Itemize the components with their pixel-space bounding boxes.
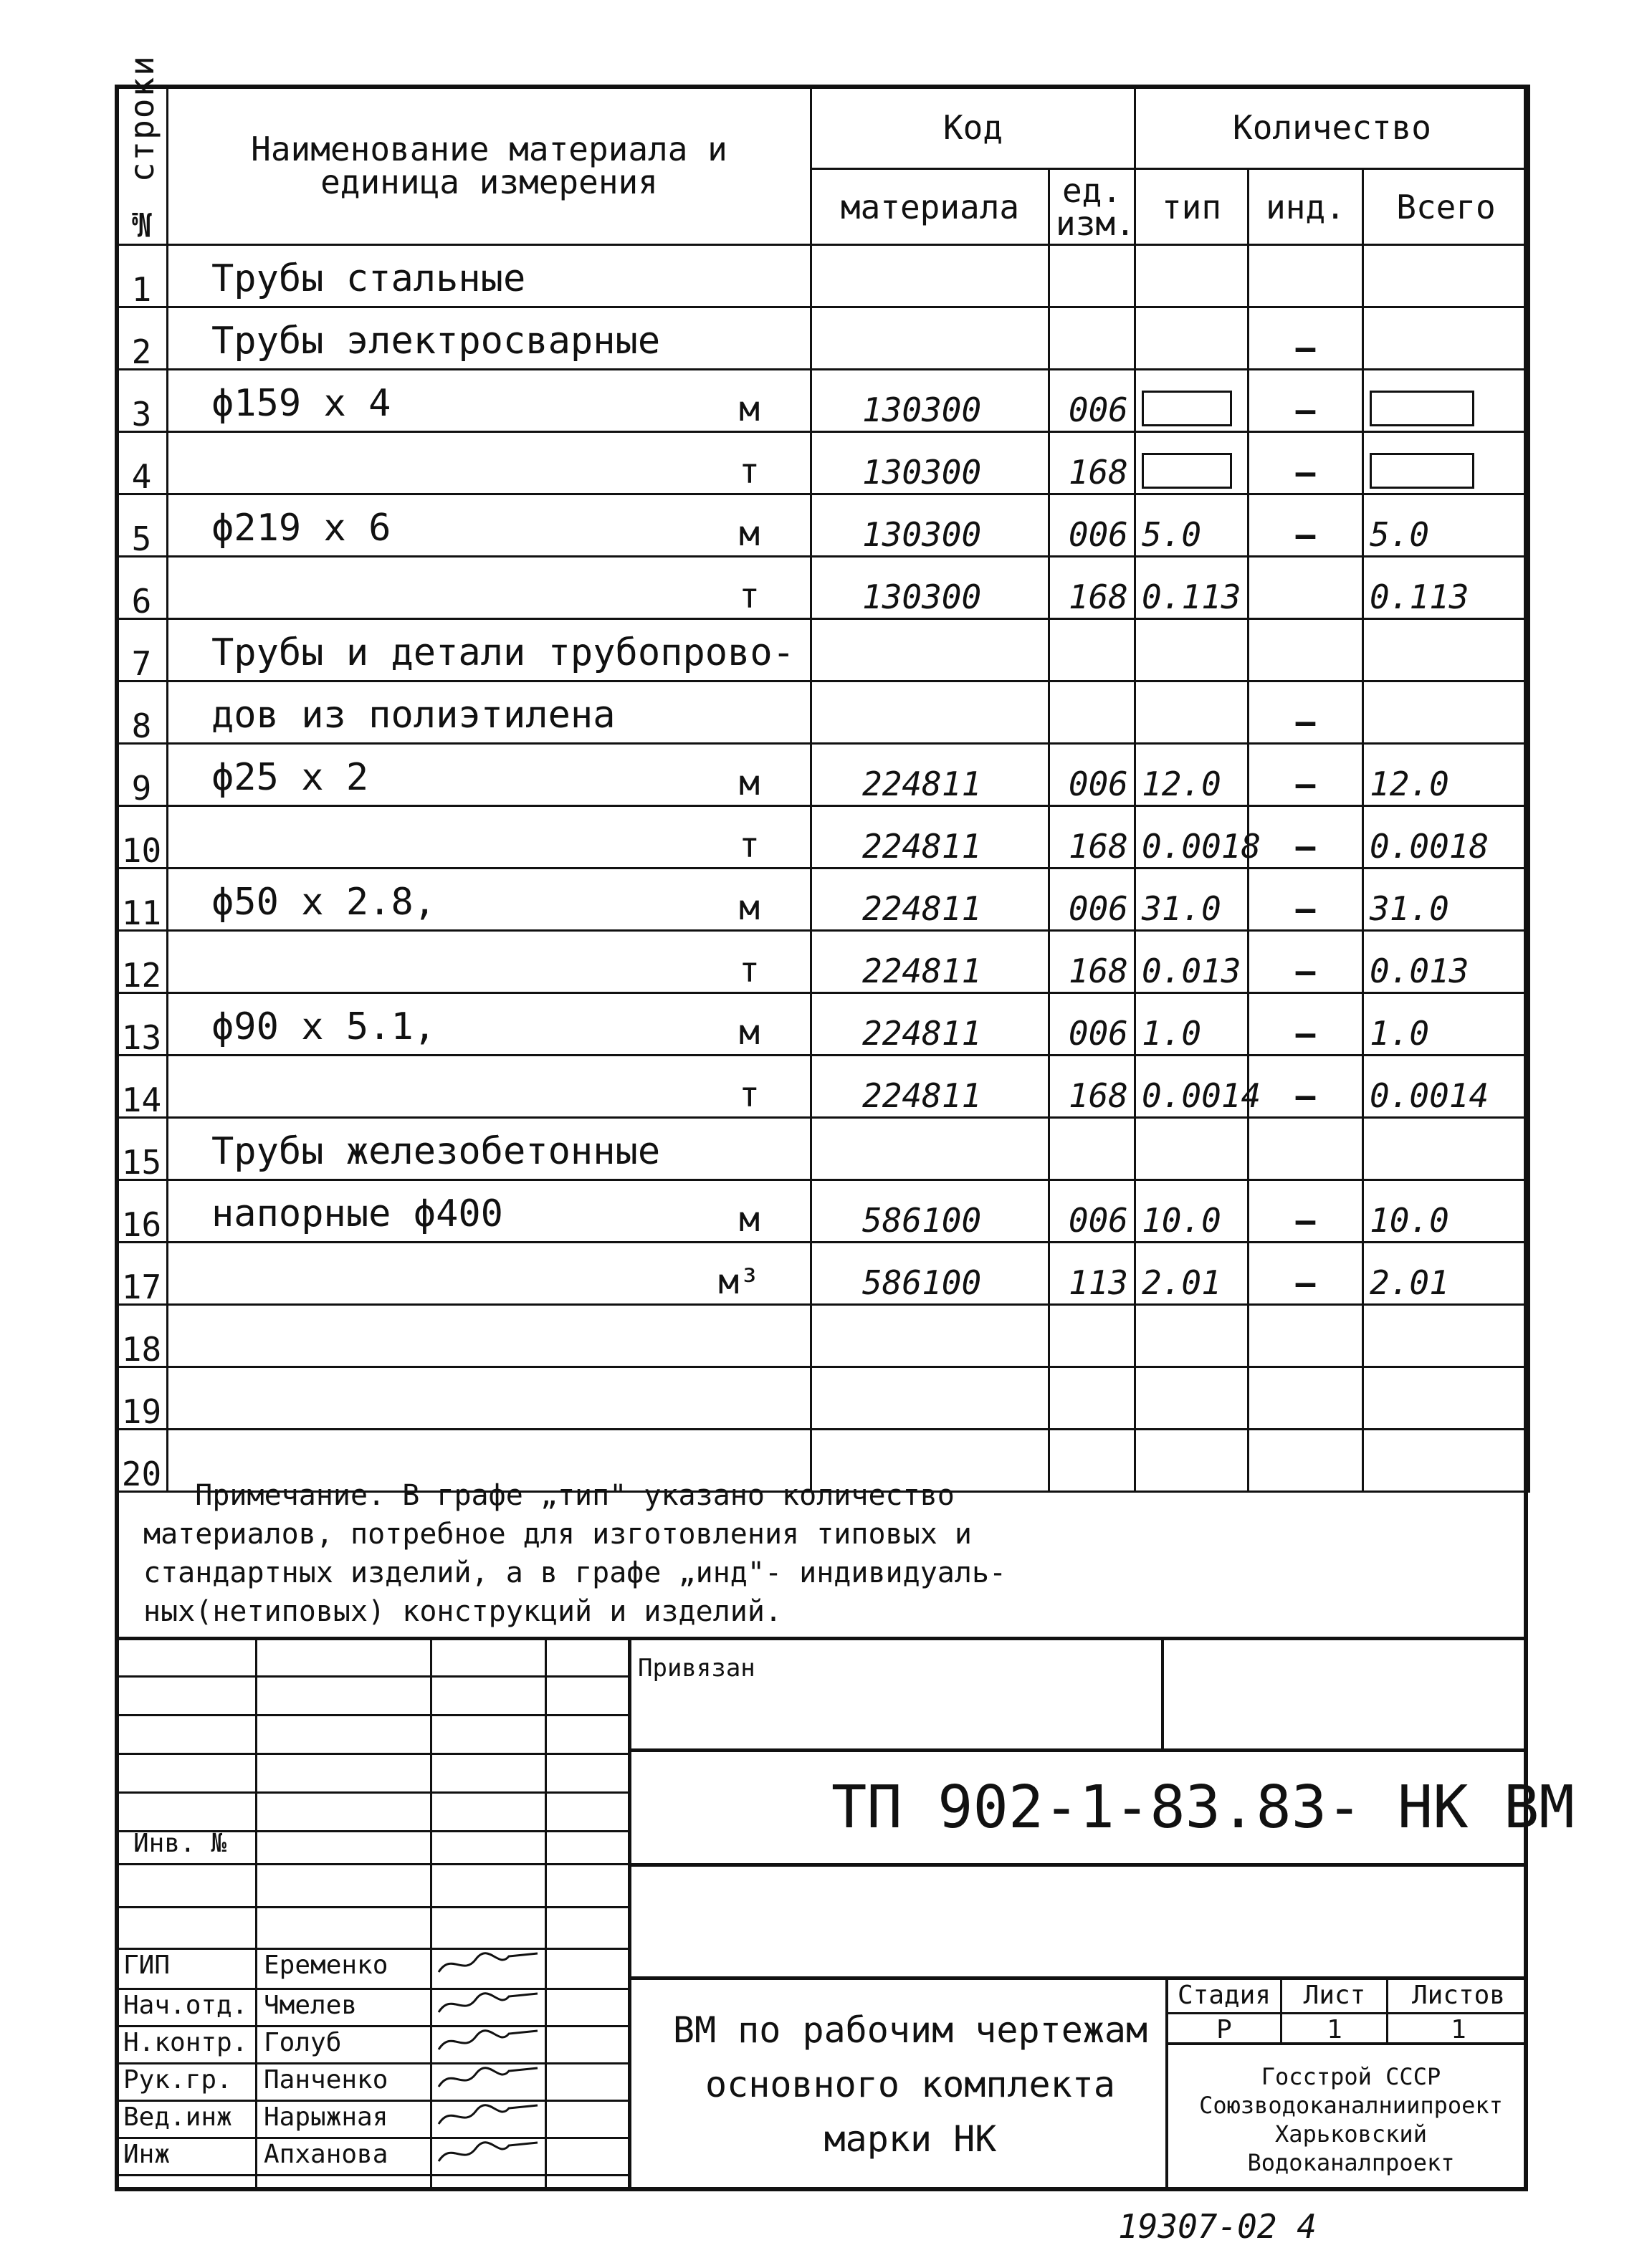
stamp-divider: [1386, 1976, 1388, 2042]
unit-code: 006: [1049, 993, 1135, 1056]
ind-quantity: [1249, 557, 1363, 619]
type-quantity: [1135, 307, 1249, 370]
description-line: ВМ по рабочим чертежам: [672, 2009, 1148, 2051]
stamp-row-line: [115, 2137, 631, 2139]
stamp-person-name: Голуб: [264, 2028, 342, 2057]
stamp-row-line: [115, 1753, 631, 1755]
total-quantity: 31.0: [1363, 869, 1529, 931]
unit-of-measure: т: [739, 576, 760, 616]
total-quantity: 12.0: [1363, 744, 1529, 806]
material-name-cell: [168, 370, 811, 432]
total-quantity: [1363, 432, 1529, 494]
material-name: Трубы и детали трубопрово-: [211, 631, 795, 674]
type-quantity: 31.0: [1135, 869, 1249, 931]
unit-code: 006: [1049, 494, 1135, 557]
stamp-col-line: [255, 1637, 257, 2191]
stamp-row-line: [115, 1714, 631, 1716]
table-row: [116, 1243, 1529, 1305]
table-row: [116, 1118, 1529, 1180]
stamp-line: [628, 1976, 1528, 1980]
material-name: ϕ159 х 4: [211, 382, 391, 425]
row-number: 4: [116, 432, 168, 494]
row-number: 3: [116, 370, 168, 432]
row-number: 18: [116, 1305, 168, 1367]
stamp-role: Н.контр.: [123, 2028, 248, 2057]
total-quantity: [1363, 307, 1529, 370]
row-number: 2: [116, 307, 168, 370]
material-name-cell: [168, 1118, 811, 1180]
stamp-role: Рук.гр.: [123, 2065, 232, 2095]
total-quantity: 0.0018: [1363, 806, 1529, 869]
material-name-cell: [168, 494, 811, 557]
total-quantity: [1363, 1305, 1529, 1367]
ind-quantity: –: [1249, 993, 1363, 1056]
material-name-cell: [168, 1367, 811, 1430]
total-qty-header: Всего: [1363, 169, 1529, 245]
table-row: [116, 1056, 1529, 1118]
type-quantity: [1135, 619, 1249, 681]
row-number: 15: [116, 1118, 168, 1180]
unit-code: 006: [1049, 869, 1135, 931]
quantity-header: Количество: [1135, 86, 1529, 169]
signature-icon: [434, 1988, 542, 2021]
table-row: [116, 432, 1529, 494]
blank-box-mark: [1142, 391, 1232, 426]
stamp-row-line: [115, 2174, 631, 2176]
unit-of-measure: т: [739, 451, 760, 492]
type-quantity: [1135, 1367, 1249, 1430]
note-line: Примечание. В графе „тип" указано количество: [143, 1479, 955, 1512]
stamp-row-line: [115, 1988, 631, 1990]
row-number: 20: [116, 1430, 168, 1492]
ind-quantity: [1249, 1305, 1363, 1367]
unit-of-measure: м: [739, 763, 760, 803]
unit-of-measure: м: [739, 514, 760, 554]
unit-code: [1049, 619, 1135, 681]
type-quantity: [1135, 1118, 1249, 1180]
ind-quantity: –: [1249, 494, 1363, 557]
material-name-cell: [168, 557, 811, 619]
total-quantity: [1363, 619, 1529, 681]
table-row: [116, 245, 1529, 307]
stamp-person-name: Чмелев: [264, 1991, 358, 2020]
material-name-cell: [168, 869, 811, 931]
total-quantity: [1363, 681, 1529, 744]
table-row: [116, 307, 1529, 370]
archive-number: 19307-02 4: [1118, 2207, 1317, 2246]
total-quantity: [1363, 1118, 1529, 1180]
table-row: [116, 681, 1529, 744]
sheets-label: Листов: [1411, 1981, 1506, 2010]
material-name: ϕ90 х 5.1,: [211, 1005, 436, 1048]
row-number: 7: [116, 619, 168, 681]
table-row: [116, 557, 1529, 619]
unit-code: 168: [1049, 557, 1135, 619]
type-quantity: 0.0018: [1135, 806, 1249, 869]
material-name: напорные ϕ400: [211, 1192, 503, 1235]
sheet-label: Лист: [1303, 1981, 1366, 2010]
stamp-cell-divider: [1161, 1637, 1164, 1748]
total-quantity: 10.0: [1363, 1180, 1529, 1243]
stamp-row-line: [115, 2100, 631, 2102]
table-row: [116, 1180, 1529, 1243]
material-code: [811, 307, 1049, 370]
row-number: 17: [116, 1243, 168, 1305]
material-name-cell: [168, 681, 811, 744]
organization-block: [1175, 2062, 1527, 2177]
description-line: основного комплекта: [705, 2064, 1115, 2105]
material-code: 130300: [811, 370, 1049, 432]
unit-code: 006: [1049, 744, 1135, 806]
material-code: 130300: [811, 432, 1049, 494]
stamp-role: ГИП: [123, 1951, 171, 1980]
unit-code: 006: [1049, 1180, 1135, 1243]
table-row: [116, 869, 1529, 931]
unit-of-measure: м: [739, 888, 760, 928]
material-code: 130300: [811, 494, 1049, 557]
material-code: [811, 1118, 1049, 1180]
description-line: марки НК: [824, 2118, 997, 2160]
material-name: ϕ219 х 6: [211, 507, 391, 550]
note-line: ных(нетиповых) конструкций и изделий.: [143, 1595, 783, 1628]
ind-quantity: –: [1249, 869, 1363, 931]
stamp-col-line: [430, 1637, 432, 2191]
signature-icon: [434, 1948, 542, 1981]
signature-icon: [434, 2100, 542, 2133]
stamp-row-line: [115, 1863, 631, 1865]
table-row: [116, 993, 1529, 1056]
stamp-role: Вед.инж: [123, 2102, 232, 2132]
row-number: 9: [116, 744, 168, 806]
unit-of-measure: м: [739, 1200, 760, 1240]
blank-box-mark: [1142, 453, 1232, 489]
row-number: 6: [116, 557, 168, 619]
total-quantity: [1363, 245, 1529, 307]
type-quantity: [1135, 245, 1249, 307]
material-code: 224811: [811, 744, 1049, 806]
material-name-cell: [168, 806, 811, 869]
material-name: Трубы железобетонные: [211, 1130, 661, 1173]
type-quantity: 0.0014: [1135, 1056, 1249, 1118]
row-number: 13: [116, 993, 168, 1056]
signature-icon: [434, 2025, 542, 2058]
ind-quantity: –: [1249, 931, 1363, 993]
note-line: материалов, потребное для изготовления типовых и: [143, 1518, 972, 1551]
ind-qty-header: инд.: [1249, 169, 1363, 245]
org-line: Харьковский: [1275, 2120, 1427, 2148]
row-number: 11: [116, 869, 168, 931]
signature-icon: [434, 2062, 542, 2095]
material-name: Трубы электросварные: [211, 320, 661, 363]
type-quantity: [1135, 432, 1249, 494]
ind-quantity: [1249, 619, 1363, 681]
document-code: ТП 902-1-83.83- НК ВМ: [831, 1774, 1575, 1842]
table-row: [116, 931, 1529, 993]
total-quantity: 1.0: [1363, 993, 1529, 1056]
material-code: 586100: [811, 1243, 1049, 1305]
table-row: [116, 619, 1529, 681]
unit-code: [1049, 307, 1135, 370]
total-quantity: [1363, 1367, 1529, 1430]
ind-quantity: –: [1249, 1056, 1363, 1118]
table-row: [116, 494, 1529, 557]
stamp-row-line: [115, 2062, 631, 2064]
stamp-divider: [1280, 1976, 1282, 2042]
stamp-row-line: [115, 1791, 631, 1794]
ind-quantity: –: [1249, 432, 1363, 494]
stamp-line: [1165, 2012, 1528, 2014]
material-name-cell: [168, 432, 811, 494]
materials-table: [115, 54, 1530, 1493]
unit-code: [1049, 1367, 1135, 1430]
total-quantity: 0.0014: [1363, 1056, 1529, 1118]
org-line: Союзводоканалниипроект: [1199, 2092, 1503, 2119]
ind-quantity: –: [1249, 1243, 1363, 1305]
org-line: Госстрой СССР: [1261, 2063, 1441, 2090]
unit-code: [1049, 1118, 1135, 1180]
unit-of-measure: т: [739, 1075, 760, 1115]
material-code: 224811: [811, 993, 1049, 1056]
material-code: [811, 619, 1049, 681]
type-quantity: 5.0: [1135, 494, 1249, 557]
total-quantity: [1363, 370, 1529, 432]
stamp-col-line: [545, 1637, 547, 2191]
unit-of-measure: м: [739, 1013, 760, 1053]
stamp-person-name: Панченко: [264, 2065, 388, 2095]
material-name: ϕ25 х 2: [211, 756, 369, 799]
type-quantity: 12.0: [1135, 744, 1249, 806]
type-quantity: 0.113: [1135, 557, 1249, 619]
stamp-role: Нач.отд.: [123, 1991, 248, 2020]
row-number: 14: [116, 1056, 168, 1118]
unit-of-measure: т: [739, 950, 760, 990]
table-row: [116, 370, 1529, 432]
material-name: дов из полиэтилена: [211, 694, 616, 737]
document-description: [645, 2003, 1175, 2166]
stamp-divider: [628, 1637, 631, 2191]
material-code: 586100: [811, 1180, 1049, 1243]
material-code: 224811: [811, 806, 1049, 869]
blank-box-mark: [1370, 391, 1474, 426]
blank-box-mark: [1370, 453, 1474, 489]
org-line: Водоканалпроект: [1247, 2149, 1455, 2176]
row-number-header: № строки: [116, 86, 168, 245]
material-name-cell: [168, 1180, 811, 1243]
unit-of-measure: м: [739, 389, 760, 429]
ind-quantity: –: [1249, 806, 1363, 869]
privyazan-label: Привязан: [638, 1654, 755, 1683]
stamp-line: [628, 1863, 1528, 1867]
stamp-row-line: [115, 2025, 631, 2027]
unit-code: [1049, 1305, 1135, 1367]
stamp-row-line: [115, 1906, 631, 1908]
signature-icon: [434, 2137, 542, 2170]
type-quantity: [1135, 681, 1249, 744]
ind-quantity: –: [1249, 744, 1363, 806]
type-quantity: 2.01: [1135, 1243, 1249, 1305]
ind-quantity: [1249, 1367, 1363, 1430]
stamp-row-line: [115, 1948, 631, 1950]
table-row: [116, 806, 1529, 869]
material-name-cell: [168, 1305, 811, 1367]
material-name-cell: [168, 931, 811, 993]
row-number: 16: [116, 1180, 168, 1243]
material-code: [811, 245, 1049, 307]
material-name-cell: [168, 245, 811, 307]
material-name: ϕ50 х 2.8,: [211, 881, 436, 924]
stamp-line: [628, 1748, 1528, 1752]
unit-code: 168: [1049, 931, 1135, 993]
unit-code: [1049, 245, 1135, 307]
ind-quantity: –: [1249, 370, 1363, 432]
material-name-cell: [168, 744, 811, 806]
stamp-row-line: [115, 1675, 631, 1678]
stage-label: Стадия: [1177, 1981, 1271, 2010]
materials-rows: [116, 245, 1529, 1492]
total-quantity: 5.0: [1363, 494, 1529, 557]
type-quantity: 1.0: [1135, 993, 1249, 1056]
code-header: Код: [811, 86, 1135, 169]
stamp-person-name: Апханова: [264, 2140, 388, 2169]
sheets-value: 1: [1451, 2015, 1466, 2044]
table-row: [116, 1367, 1529, 1430]
material-name-cell: [168, 307, 811, 370]
stamp-row-line: [115, 1637, 631, 1639]
unit-code-header: ед. изм.: [1049, 169, 1135, 245]
material-name-cell: [168, 619, 811, 681]
row-number: 1: [116, 245, 168, 307]
row-number: 10: [116, 806, 168, 869]
row-number: 19: [116, 1367, 168, 1430]
row-number: 5: [116, 494, 168, 557]
unit-of-measure: м³: [718, 1262, 760, 1302]
material-code: [811, 681, 1049, 744]
table-row: [116, 1305, 1529, 1367]
sheet-value: 1: [1327, 2015, 1342, 2044]
name-header: Наименование материала и единица измерения: [168, 86, 811, 245]
ind-quantity: –: [1249, 1180, 1363, 1243]
unit-code: 168: [1049, 806, 1135, 869]
material-name: Трубы стальные: [211, 257, 526, 300]
unit-code: [1049, 681, 1135, 744]
material-name-cell: [168, 1056, 811, 1118]
stamp-role: Инж: [123, 2140, 171, 2169]
ind-quantity: –: [1249, 307, 1363, 370]
unit-of-measure: т: [739, 826, 760, 866]
material-code: 130300: [811, 557, 1049, 619]
note-line: стандартных изделий, а в графе „инд"- индивидуаль-: [143, 1556, 1007, 1589]
type-quantity: [1135, 370, 1249, 432]
material-name-cell: [168, 993, 811, 1056]
type-qty-header: тип: [1135, 169, 1249, 245]
unit-code: 168: [1049, 1056, 1135, 1118]
material-code: [811, 1367, 1049, 1430]
total-quantity: 0.113: [1363, 557, 1529, 619]
stamp-person-name: Нарыжная: [264, 2102, 388, 2132]
unit-code: 168: [1049, 432, 1135, 494]
type-quantity: 10.0: [1135, 1180, 1249, 1243]
type-quantity: [1135, 1305, 1249, 1367]
material-code: [811, 1305, 1049, 1367]
stage-value: Р: [1216, 2015, 1232, 2044]
ind-quantity: [1249, 245, 1363, 307]
inventory-number-label: Инв. №: [133, 1829, 227, 1858]
material-code: 224811: [811, 931, 1049, 993]
note-block: [143, 1476, 1505, 1631]
type-quantity: 0.013: [1135, 931, 1249, 993]
material-code: 224811: [811, 869, 1049, 931]
row-number: 12: [116, 931, 168, 993]
table-row: [116, 744, 1529, 806]
unit-code: 006: [1049, 370, 1135, 432]
unit-code: 113: [1049, 1243, 1135, 1305]
total-quantity: 2.01: [1363, 1243, 1529, 1305]
stamp-person-name: Еременко: [264, 1951, 388, 1980]
material-code-header: материала: [811, 169, 1049, 245]
row-number: 8: [116, 681, 168, 744]
total-quantity: 0.013: [1363, 931, 1529, 993]
material-name-cell: [168, 1243, 811, 1305]
ind-quantity: [1249, 1118, 1363, 1180]
material-code: 224811: [811, 1056, 1049, 1118]
ind-quantity: –: [1249, 681, 1363, 744]
